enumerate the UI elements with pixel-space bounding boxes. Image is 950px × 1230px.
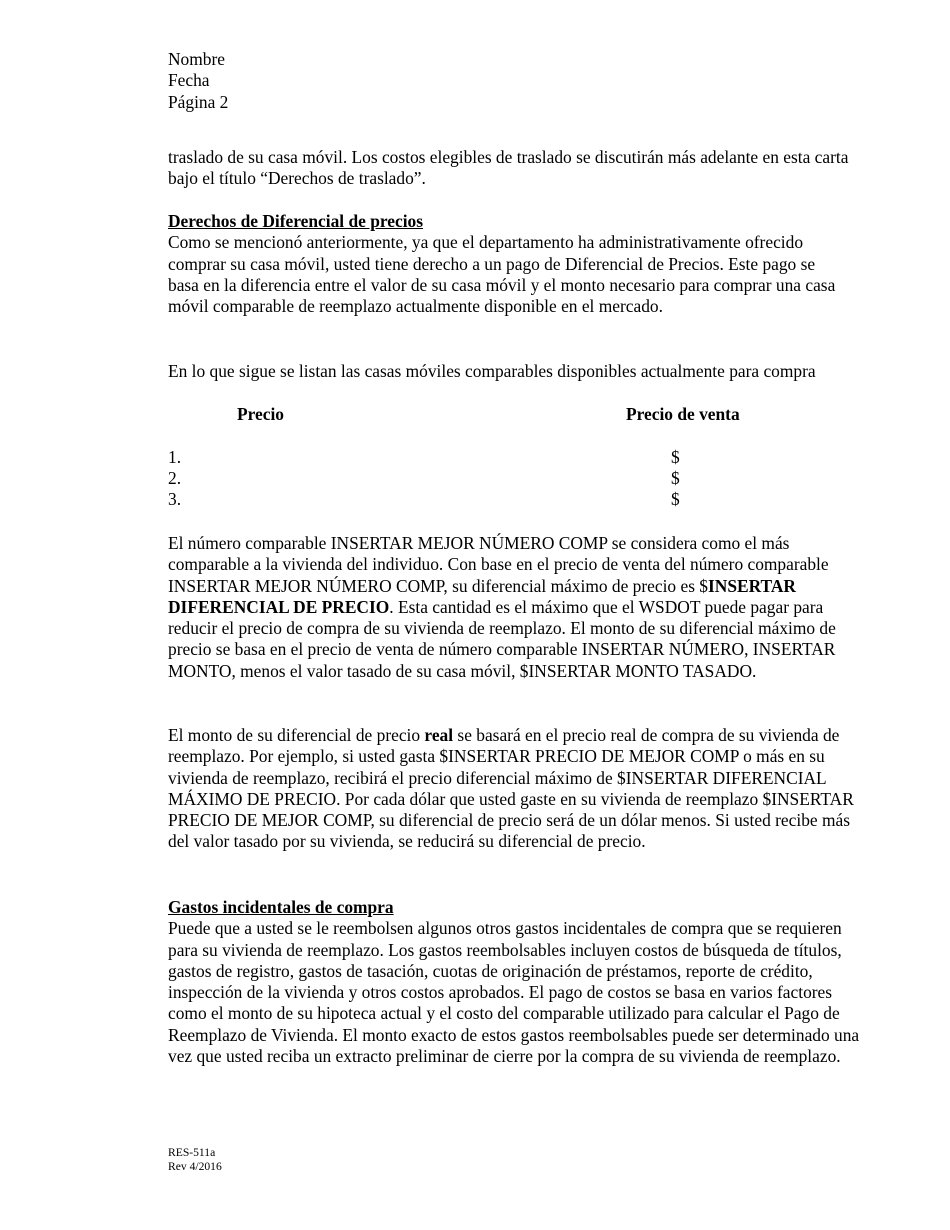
comparables-list-intro: En lo que sigue se listan las casas móviles comparables disponibles actualmente para compra xyxy=(168,361,816,381)
comparables-table xyxy=(168,404,873,510)
row-number: 3. xyxy=(168,489,182,510)
actual-differential-text-2: se basará en el precio real de compra de su vivienda de reemplazo. Por ejemplo, si usted gasta $INSERTAR PRECIO DE MEJOR COMP o más en su vivienda de reemplazo, recibirá el precio diferencial máximo de $INSERTAR DIFERENCIAL MÁXIMO DE PRECIO. Por cada dólar que usted gaste en su vivienda de reemplazo $INSERTAR PRECIO DE MEJOR COMP, su diferencial de precio será de un dólar menos. Si usted recibe más del valor tasado por su vivienda, se reducirá su diferencial de precio. xyxy=(168,725,854,852)
row-sale-price: $ xyxy=(671,467,680,488)
intro-paragraph: traslado de su casa móvil. Los costos elegibles de traslado se discutirán más adelante en esta carta bajo el título “Derechos de traslado”. xyxy=(168,147,849,189)
table-row xyxy=(168,468,873,489)
column-header-sale-price: Precio de venta xyxy=(626,404,740,424)
row-sale-price: $ xyxy=(671,489,680,510)
max-differential-text-2: . Esta cantidad es el máximo que el WSDOT puede pagar para reducir el precio de compra de su vivienda de reemplazo. El monto de su diferencial máximo de precio se basa en el precio de venta de número comparable INSERTAR NÚMERO, INSERTAR MONTO, menos el valor tasado de su casa móvil, $INSERTAR MONTO TASADO. xyxy=(168,596,836,681)
column-header-price: Precio xyxy=(237,404,284,424)
actual-differential-emphasis: real xyxy=(424,725,454,745)
form-revision: Rev 4/2016 xyxy=(168,1159,222,1173)
row-number: 1. xyxy=(168,446,182,467)
max-differential-paragraph xyxy=(168,533,868,682)
max-differential-placeholder: INSERTAR DIFERENCIAL DE PRECIO xyxy=(168,575,796,617)
letter-header xyxy=(168,49,228,113)
section-heading-incidentals: Gastos incidentales de compra xyxy=(168,897,394,917)
actual-differential-text-1: El monto de su diferencial de precio xyxy=(168,725,425,745)
header-name: Nombre xyxy=(168,49,225,69)
section-heading-price-differential: Derechos de Diferencial de precios xyxy=(168,211,424,231)
row-number: 2. xyxy=(168,467,182,488)
row-sale-price: $ xyxy=(671,446,680,467)
table-row xyxy=(168,489,873,510)
actual-differential-paragraph xyxy=(168,725,873,853)
header-date: Fecha xyxy=(168,70,210,91)
price-differential-body: Como se mencionó anteriormente, ya que el departamento ha administrativamente ofrecido comprar su casa móvil, usted tiene derecho a un pago de Diferencial de Precios. Este pago se basa en la diferencia entre el valor de su casa móvil y el monto necesario para comprar una casa móvil comparable de reemplazo actualmente disponible en el mercado. xyxy=(168,232,836,317)
max-differential-text-1: El número comparable INSERTAR MEJOR NÚMERO COMP se considera como el más comparable a la vivienda del individuo. Con base en el precio de venta del número comparable INSERTAR MEJOR NÚMERO COMP, su diferencial máximo de precio es $ xyxy=(168,533,829,596)
form-id: RES-511a xyxy=(168,1146,216,1159)
form-footer xyxy=(168,1146,222,1173)
comparables-table-header xyxy=(168,404,873,425)
incidentals-body: Puede que a usted se le reembolsen algunos otros gastos incidentales de compra que se requieren para su vivienda de reemplazo. Los gastos reembolsables incluyen costos de búsqueda de títulos, gastos de registro, gastos de tasación, cuotas de originación de préstamos, reporte de crédito, inspección de la vivienda y otros costos aprobados. El pago de costos se basa en varios factores como el monto de su hipoteca actual y el costo del comparable utilizado para calcular el Pago de Reemplazo de Vivienda. El monto exacto de estos gastos reembolsables puede ser determinado una vez que usted reciba un extracto preliminar de cierre por la compra de su vivienda de reemplazo. xyxy=(168,918,860,1067)
table-row xyxy=(168,447,873,468)
section-price-differential xyxy=(168,211,873,317)
section-incidentals xyxy=(168,897,873,1067)
header-page-number: Página 2 xyxy=(168,91,229,112)
